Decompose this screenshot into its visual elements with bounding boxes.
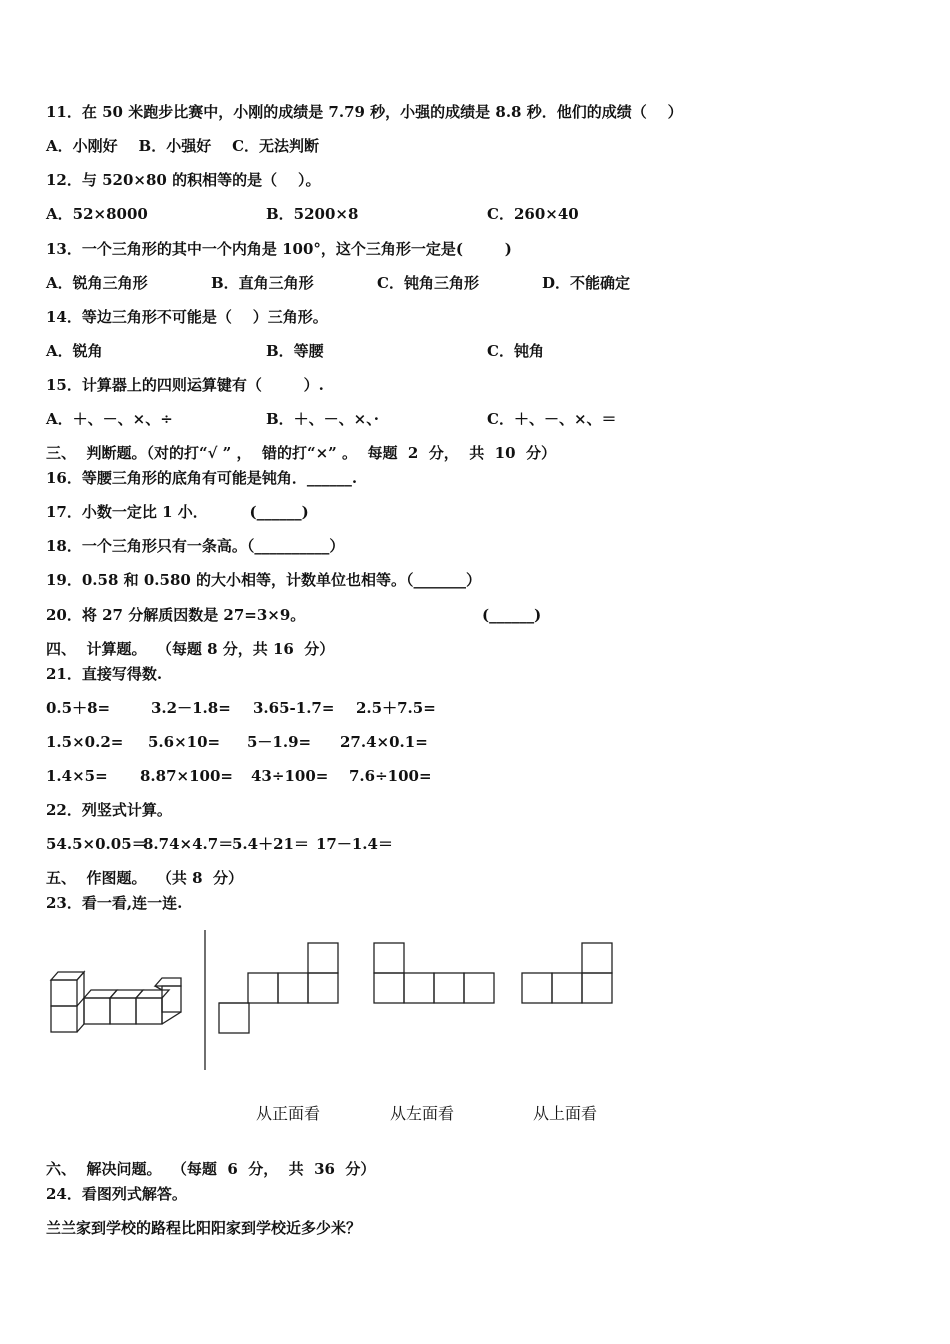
calc-item: 7.6÷100=: [349, 767, 432, 785]
vertical-calc-item: 17－1.4＝: [316, 835, 393, 853]
q22-stem: 22．列竖式计算。: [46, 801, 172, 819]
q19: 19．0.58 和 0.580 的大小相等，计数单位也相等。（_______）: [46, 571, 482, 589]
calc-item: 5－1.9=: [247, 733, 312, 751]
section-5-heading: 五、 作图题。 （共 8 分）: [46, 869, 243, 887]
calc-item: 3.65-1.7=: [253, 699, 335, 717]
q12-option-a: A．52×8000: [46, 205, 148, 223]
q20-stem: 20．将 27 分解质因数是 27=3×9。: [46, 606, 306, 624]
q14-stem: 14．等边三角形不可能是（ ）三角形。: [46, 308, 328, 326]
q13-stem: 13．一个三角形的其中一个内角是 100°，这个三角形一定是( ): [46, 240, 512, 258]
q23-stem: 23．看一看,连一连.: [46, 894, 183, 912]
q18: 18．一个三角形只有一条高。（__________）: [46, 537, 345, 555]
q16: 16．等腰三角形的底角有可能是钝角．______.: [46, 469, 358, 487]
calc-item: 8.87×100=: [140, 767, 233, 785]
label-front-view: 从正面看: [256, 1104, 321, 1123]
label-left-view: 从左面看: [390, 1104, 455, 1123]
q13-option-b: B．直角三角形: [211, 274, 314, 292]
calc-item: 3.2－1.8=: [151, 699, 231, 717]
q12-option-c: C．260×40: [487, 205, 579, 223]
calc-item: 43÷100=: [251, 767, 329, 785]
section-6-heading: 六、 解决问题。 （每题 6 分， 共 36 分）: [46, 1160, 376, 1178]
view-shape-2: [374, 943, 494, 1003]
calc-item: 2.5＋7.5=: [356, 699, 436, 717]
calc-item: 0.5＋8=: [46, 699, 111, 717]
view-shape-3: [522, 943, 612, 1003]
calc-item: 5.6×10=: [148, 733, 221, 751]
section-4-heading: 四、 计算题。 （每题 8 分，共 16 分）: [46, 640, 335, 658]
q15-option-a: A．＋、－、×、÷: [46, 410, 173, 428]
q20-blank: (______): [482, 606, 542, 624]
q13-option-a: A．锐角三角形: [46, 274, 148, 292]
q15-option-b: B．＋、－、×、·: [266, 410, 379, 428]
label-top-view: 从上面看: [533, 1104, 598, 1123]
q14-option-b: B．等腰: [266, 342, 324, 360]
cube-solid-drawing: [51, 972, 181, 1032]
q24-question: 兰兰家到学校的路程比阳阳家到学校近多少米？: [46, 1219, 362, 1237]
vertical-calc-item: 54.5×0.05＝: [46, 835, 147, 853]
q12-option-b: B．5200×8: [266, 205, 359, 223]
calc-item: 27.4×0.1=: [340, 733, 428, 751]
q15-stem: 15．计算器上的四则运算键有（ ）.: [46, 376, 324, 394]
q15-option-c: C．＋、－、×、＝: [487, 410, 617, 428]
section-3-heading: 三、 判断题。（对的打“√ ” ， 错的打“×” 。 每题 2 分， 共 10 分）: [46, 444, 556, 462]
q14-option-c: C．钝角: [487, 342, 544, 360]
vertical-calc-item: 5.4＋21＝: [232, 835, 309, 853]
q17: 17．小数一定比 1 小． (______): [46, 503, 309, 521]
q13-option-d: D．不能确定: [542, 274, 631, 292]
q11-stem: 11．在 50 米跑步比赛中，小刚的成绩是 7.79 秒，小强的成绩是 8.8 秒．他们的成绩（ ）: [46, 103, 683, 121]
calc-item: 1.4×5=: [46, 767, 108, 785]
q13-option-c: C．钝角三角形: [377, 274, 479, 292]
calc-item: 1.5×0.2=: [46, 733, 124, 751]
q21-stem: 21．直接写得数.: [46, 665, 163, 683]
q24-stem: 24．看图列式解答。: [46, 1185, 187, 1203]
q14-option-a: A．锐角: [46, 342, 103, 360]
q11-options: A．小刚好 B．小强好 C．无法判断: [46, 137, 320, 155]
q12-stem: 12．与 520×80 的积相等的是（ ）。: [46, 171, 321, 189]
view-shape-1: [219, 943, 338, 1033]
vertical-calc-item: 8.74×4.7＝: [143, 835, 234, 853]
